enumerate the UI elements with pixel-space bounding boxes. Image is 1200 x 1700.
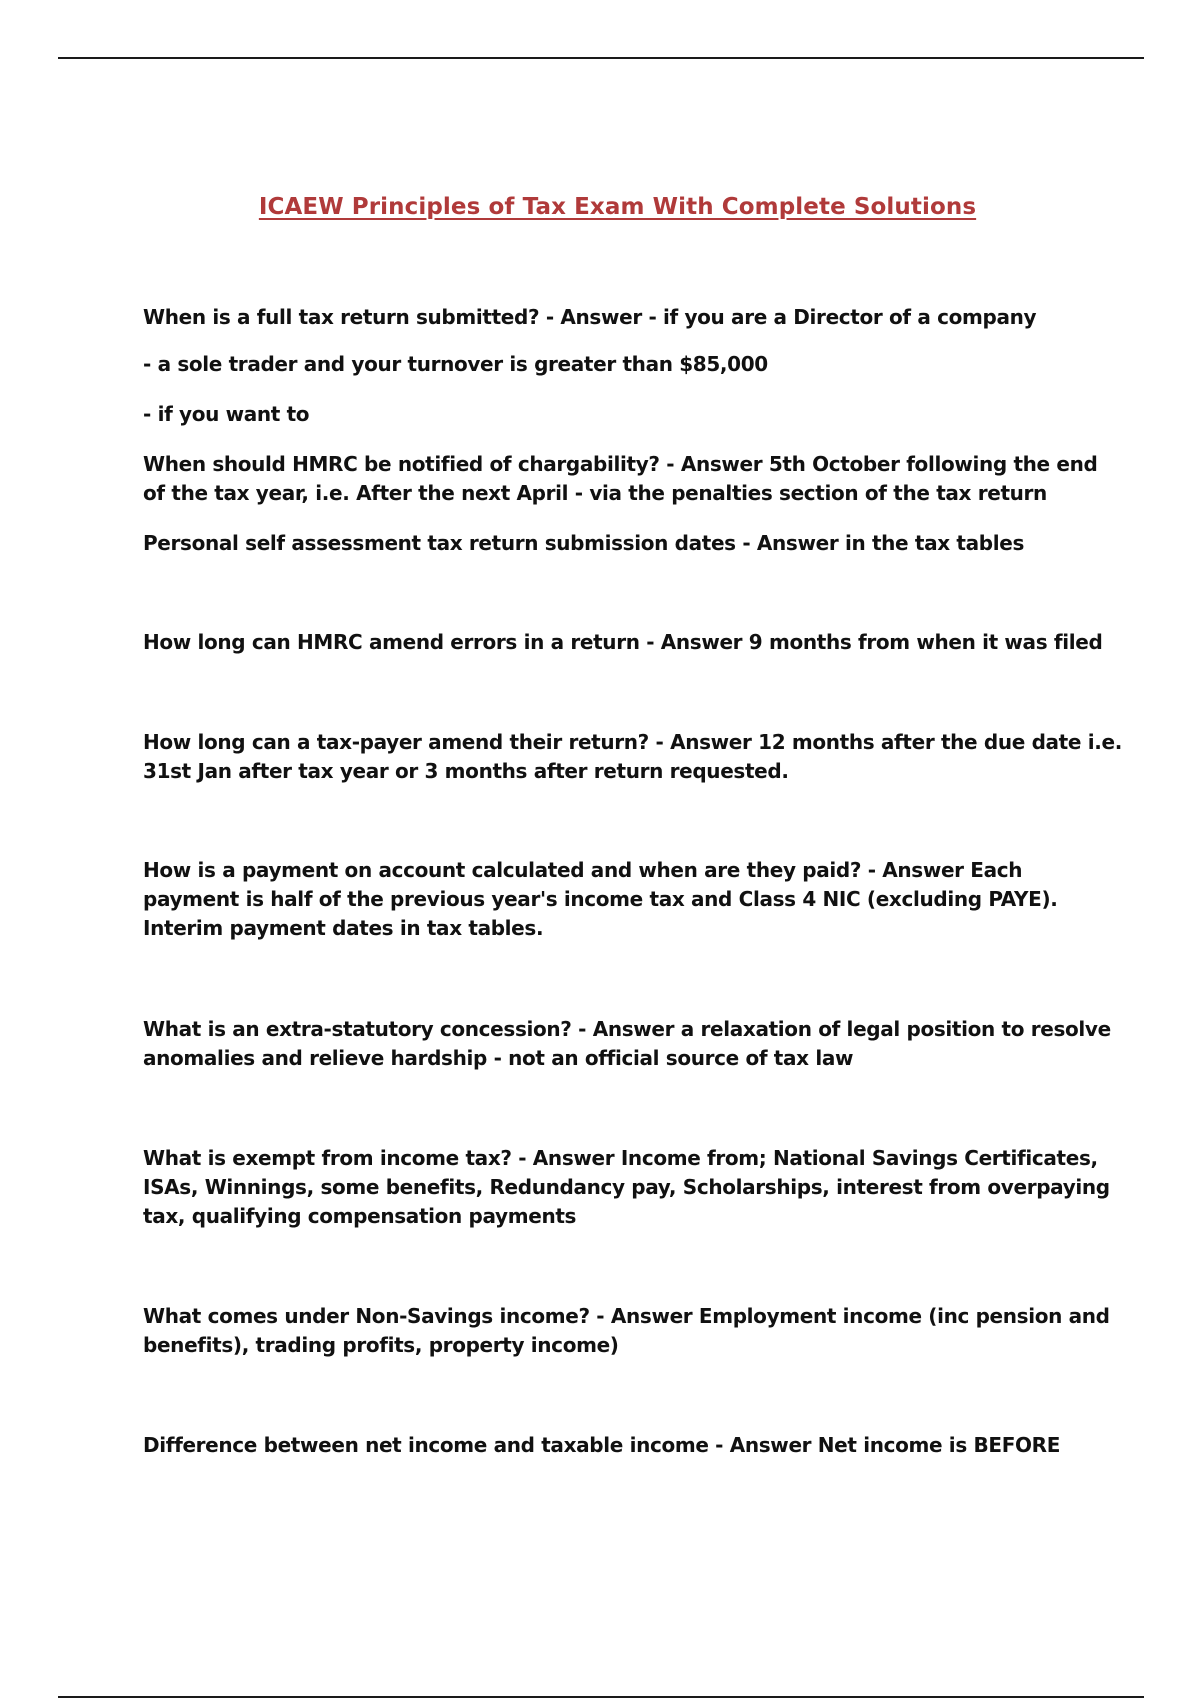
qa-paragraph-11 [143, 1302, 1110, 1360]
qa-paragraph-4 [143, 450, 1103, 508]
document-title: ICAEW Principles of Tax Exam With Complete Solutions [258, 194, 977, 220]
paragraph-line: Interim payment dates in tax tables. [143, 916, 544, 940]
paragraph-line: anomalies and relieve hardship - not an official source of tax law [143, 1046, 854, 1070]
paragraph-line: 31st Jan after tax year or 3 months after return requested. [143, 759, 789, 783]
qa-paragraph-10 [143, 1144, 1110, 1231]
qa-paragraph-8 [143, 856, 1103, 943]
paragraph-line: - a sole trader and your turnover is greater than $85,000 [143, 352, 768, 376]
qa-paragraph-1 [143, 303, 1103, 332]
paragraph-line: What comes under Non-Savings income? - Answer Employment income (inc pension and [143, 1304, 1110, 1328]
paragraph-line: What is exempt from income tax? - Answer Income from; National Savings Certificates, [143, 1146, 1098, 1170]
paragraph-line: How long can a tax-payer amend their return? - Answer 12 months after the due date i.e. [143, 730, 1122, 754]
qa-paragraph-6 [143, 628, 1103, 657]
bottom-rule [58, 1696, 1144, 1698]
paragraph-line: - if you want to [143, 402, 310, 426]
qa-paragraph-5 [143, 529, 1103, 558]
paragraph-line: ISAs, Winnings, some benefits, Redundancy pay, Scholarships, interest from overpaying [143, 1175, 1110, 1199]
paragraph-line: When should HMRC be notified of chargability? - Answer 5th October following the end [143, 452, 1098, 476]
paragraph-line: How is a payment on account calculated and when are they paid? - Answer Each [143, 858, 1023, 882]
paragraph-line: When is a full tax return submitted? - Answer - if you are a Director of a company [143, 305, 1037, 329]
qa-paragraph-3 [143, 400, 1103, 429]
qa-paragraph-9 [143, 1015, 1111, 1073]
paragraph-line: How long can HMRC amend errors in a return - Answer 9 months from when it was filed [143, 630, 1103, 654]
qa-paragraph-7 [143, 728, 1122, 786]
paragraph-line: benefits), trading profits, property income) [143, 1333, 619, 1357]
paragraph-line: payment is half of the previous year's income tax and Class 4 NIC (excluding PAYE). [143, 887, 1058, 911]
paragraph-line: What is an extra-statutory concession? - Answer a relaxation of legal position to resolve [143, 1017, 1111, 1041]
paragraph-line: of the tax year, i.e. After the next April - via the penalties section of the tax return [143, 481, 1047, 505]
qa-paragraph-12 [143, 1431, 1103, 1460]
paragraph-line: Personal self assessment tax return submission dates - Answer in the tax tables [143, 531, 1024, 555]
paragraph-line: tax, qualifying compensation payments [143, 1204, 577, 1228]
qa-paragraph-2 [143, 350, 1103, 379]
paragraph-line: Difference between net income and taxable income - Answer Net income is BEFORE [143, 1433, 1061, 1457]
top-rule [58, 57, 1144, 59]
